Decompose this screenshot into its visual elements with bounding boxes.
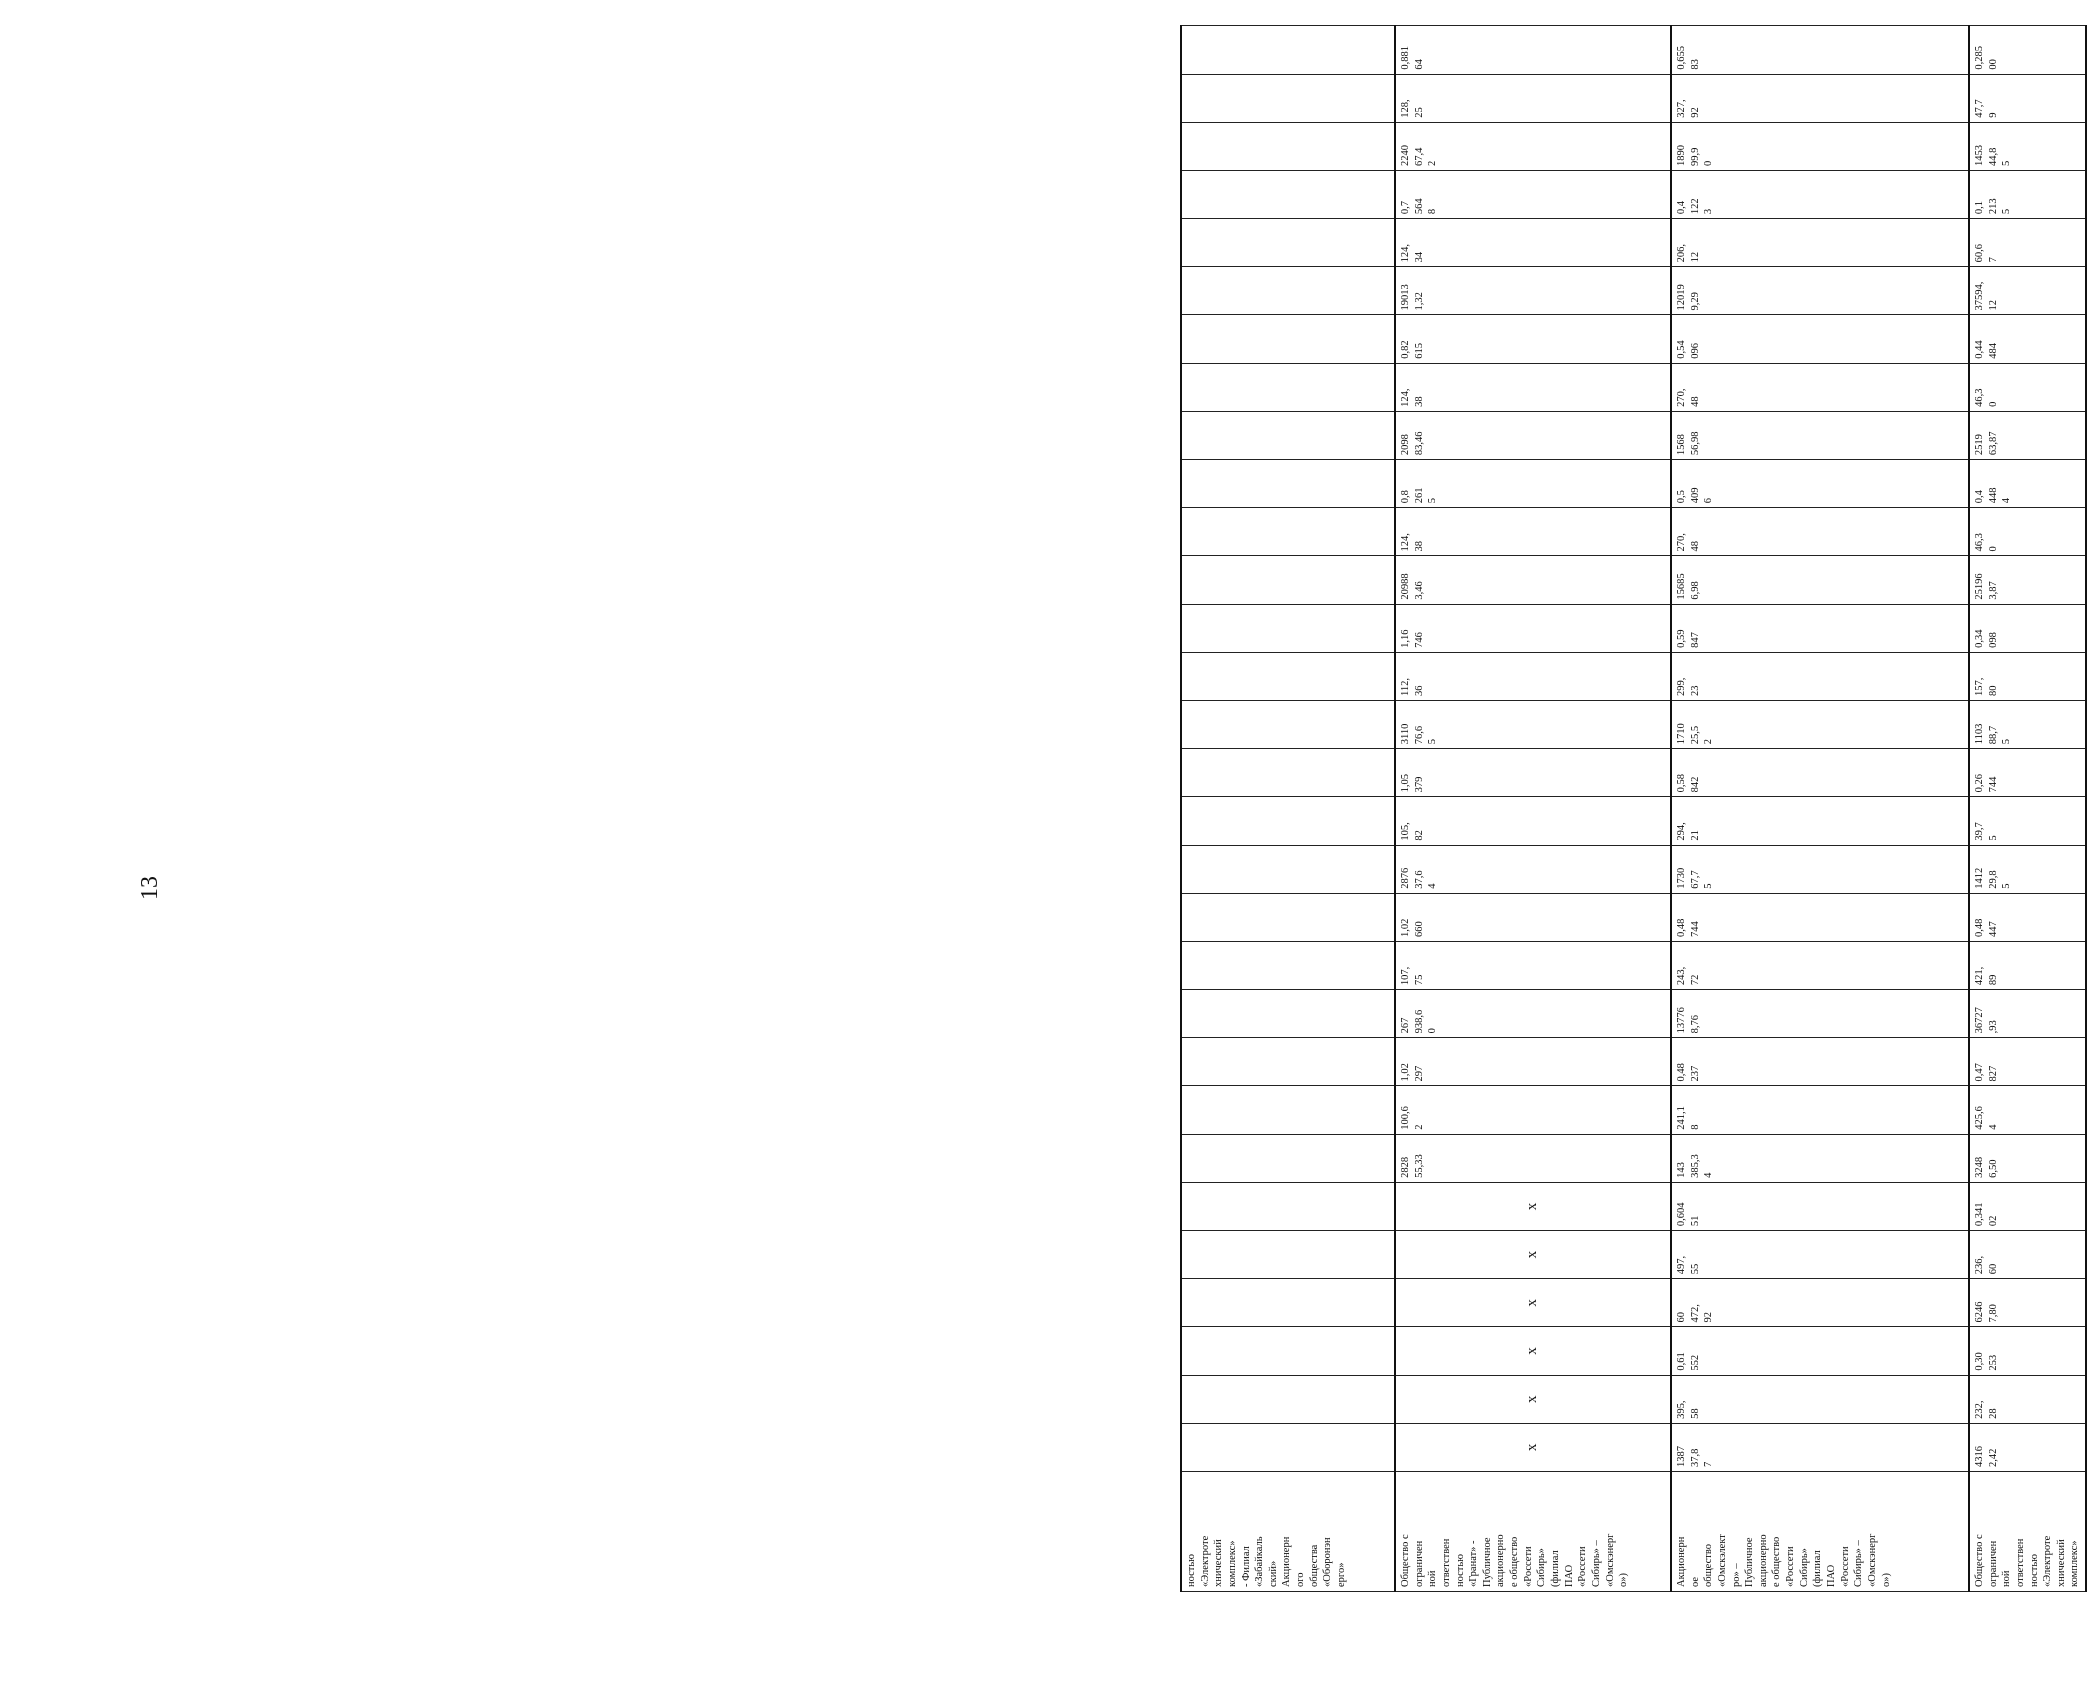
value-cell: 232, 28 <box>1969 1375 2086 1423</box>
value-cell <box>1181 845 1395 893</box>
value-cell: 1,05 379 <box>1395 749 1671 797</box>
value-cell: 0,4 122 3 <box>1671 170 1969 218</box>
value-cell: х <box>1395 1375 1671 1423</box>
value-cell: 2876 37,6 4 <box>1395 845 1671 893</box>
value-cell: х <box>1395 1231 1671 1279</box>
value-cell <box>1181 267 1395 315</box>
value-cell: 1412 29,8 5 <box>1969 845 2086 893</box>
tariff-table-body <box>1181 26 2086 1592</box>
value-cell <box>1181 941 1395 989</box>
value-cell: 1710 25,5 2 <box>1671 701 1969 749</box>
value-cell: 0,4 448 4 <box>1969 460 2086 508</box>
value-cell: 327, 92 <box>1671 74 1969 122</box>
value-cell: 0,47 827 <box>1969 1038 2086 1086</box>
value-cell: 36727 ,93 <box>1969 990 2086 1038</box>
value-cell <box>1181 1423 1395 1471</box>
value-cell <box>1181 1086 1395 1134</box>
value-cell: 124, 34 <box>1395 219 1671 267</box>
value-cell: 3110 76,6 5 <box>1395 701 1671 749</box>
value-cell: 0,48 447 <box>1969 893 2086 941</box>
organization-name-cell: ностью «Электроте хнический комплекс» - Филиал «Забайкаль ский» Акционерн ого общества «Оборонэн ерго» <box>1181 1472 1395 1592</box>
value-cell: 0,44 484 <box>1969 315 2086 363</box>
value-cell: 0,82 615 <box>1395 315 1671 363</box>
value-cell: 105, 82 <box>1395 797 1671 845</box>
value-cell <box>1181 652 1395 700</box>
value-cell <box>1181 990 1395 1038</box>
value-cell: х <box>1395 1327 1671 1375</box>
value-cell: 243, 72 <box>1671 941 1969 989</box>
value-cell: 1453 44,8 5 <box>1969 122 2086 170</box>
value-cell: 1,16 746 <box>1395 604 1671 652</box>
value-cell: 6246 7,80 <box>1969 1279 2086 1327</box>
value-cell: 47,7 9 <box>1969 74 2086 122</box>
value-cell: х <box>1395 1279 1671 1327</box>
value-cell: 421, 89 <box>1969 941 2086 989</box>
value-cell: 236, 60 <box>1969 1231 2086 1279</box>
value-cell: х <box>1395 1423 1671 1471</box>
organization-name-cell: Акционерн ое общество «Омскэлект ро» – Публичное акционерно е общество «Россети Сибирь» (филиал ПАО «Россети Сибирь» – «Омскэнерг о») <box>1671 1472 1969 1592</box>
value-cell: 20988 3,46 <box>1395 556 1671 604</box>
value-cell: 0,8 261 5 <box>1395 460 1671 508</box>
value-cell: 1,02 297 <box>1395 1038 1671 1086</box>
value-cell <box>1181 74 1395 122</box>
value-cell: 37594, 12 <box>1969 267 2086 315</box>
value-cell: 107, 75 <box>1395 941 1671 989</box>
value-cell: 128, 25 <box>1395 74 1671 122</box>
value-cell <box>1181 219 1395 267</box>
value-cell: 112, 36 <box>1395 652 1671 700</box>
value-cell <box>1181 170 1395 218</box>
value-cell: х <box>1395 1182 1671 1230</box>
value-cell: 4316 2,42 <box>1969 1423 2086 1471</box>
value-cell <box>1181 1279 1395 1327</box>
value-cell: 0,48 744 <box>1671 893 1969 941</box>
value-cell: 124, 38 <box>1395 508 1671 556</box>
organization-name-cell: Общество с ограничен ной ответствен ностью «Электроте хнический комплекс» <box>1969 1472 2086 1592</box>
value-cell: 15685 6,98 <box>1671 556 1969 604</box>
value-cell: 1,02 660 <box>1395 893 1671 941</box>
value-cell: 497, 55 <box>1671 1231 1969 1279</box>
value-cell <box>1181 363 1395 411</box>
rotated-table-container <box>1000 0 2081 1697</box>
value-cell: 2519 63,87 <box>1969 411 2086 459</box>
value-cell: 0,604 51 <box>1671 1182 1969 1230</box>
value-cell: 0,655 83 <box>1671 26 1969 75</box>
organization-name-cell: Общество с ограничен ной ответствен ностью «Гранат» - Публичное акционерно е общество «Россети Сибирь» (филиал ПАО «Россети Сибирь» – «Омскэнерг о») <box>1395 1472 1671 1592</box>
table-row <box>1181 26 1395 1592</box>
value-cell <box>1181 604 1395 652</box>
value-cell: 1890 99,9 0 <box>1671 122 1969 170</box>
value-cell: 299, 23 <box>1671 652 1969 700</box>
table-row <box>1671 26 1969 1592</box>
value-cell: 0,58 842 <box>1671 749 1969 797</box>
value-cell <box>1181 26 1395 75</box>
value-cell: 270, 48 <box>1671 508 1969 556</box>
value-cell: 60,6 7 <box>1969 219 2086 267</box>
value-cell: 267 938,6 0 <box>1395 990 1671 1038</box>
value-cell: 2240 67,4 2 <box>1395 122 1671 170</box>
value-cell: 13776 8,76 <box>1671 990 1969 1038</box>
value-cell: 0,48 237 <box>1671 1038 1969 1086</box>
value-cell: 0,26 744 <box>1969 749 2086 797</box>
tariff-table <box>1180 25 2087 1592</box>
value-cell <box>1181 411 1395 459</box>
value-cell: 0,7 564 8 <box>1395 170 1671 218</box>
value-cell <box>1181 1182 1395 1230</box>
value-cell <box>1181 749 1395 797</box>
value-cell <box>1181 1134 1395 1182</box>
value-cell <box>1181 1327 1395 1375</box>
value-cell: 1103 88,7 5 <box>1969 701 2086 749</box>
value-cell <box>1181 556 1395 604</box>
page-number: 13 <box>136 876 163 900</box>
value-cell: 25196 3,87 <box>1969 556 2086 604</box>
value-cell: 100,6 2 <box>1395 1086 1671 1134</box>
table-row <box>1969 26 2086 1592</box>
value-cell: 0,59 847 <box>1671 604 1969 652</box>
value-cell: 0,30 253 <box>1969 1327 2086 1375</box>
value-cell: 0,341 02 <box>1969 1182 2086 1230</box>
value-cell: 395, 58 <box>1671 1375 1969 1423</box>
value-cell: 0,5 409 6 <box>1671 460 1969 508</box>
value-cell: 0,285 00 <box>1969 26 2086 75</box>
value-cell: 143 385,3 4 <box>1671 1134 1969 1182</box>
value-cell: 0,1 213 5 <box>1969 170 2086 218</box>
value-cell: 241,1 8 <box>1671 1086 1969 1134</box>
value-cell: 0,34 098 <box>1969 604 2086 652</box>
value-cell: 2098 83,46 <box>1395 411 1671 459</box>
value-cell: 12019 9,29 <box>1671 267 1969 315</box>
value-cell: 39,7 5 <box>1969 797 2086 845</box>
value-cell: 1730 67,7 5 <box>1671 845 1969 893</box>
value-cell: 0,881 64 <box>1395 26 1671 75</box>
value-cell: 206, 12 <box>1671 219 1969 267</box>
value-cell: 2828 55,33 <box>1395 1134 1671 1182</box>
value-cell: 46,3 0 <box>1969 363 2086 411</box>
value-cell: 3248 6,50 <box>1969 1134 2086 1182</box>
value-cell: 294, 21 <box>1671 797 1969 845</box>
value-cell <box>1181 1231 1395 1279</box>
value-cell: 124, 38 <box>1395 363 1671 411</box>
value-cell: 0,54 096 <box>1671 315 1969 363</box>
value-cell: 425,6 4 <box>1969 1086 2086 1134</box>
value-cell <box>1181 1038 1395 1086</box>
table-row <box>1395 26 1671 1592</box>
value-cell: 19013 1,32 <box>1395 267 1671 315</box>
value-cell <box>1181 122 1395 170</box>
value-cell: 60 472, 92 <box>1671 1279 1969 1327</box>
value-cell: 270, 48 <box>1671 363 1969 411</box>
value-cell <box>1181 797 1395 845</box>
value-cell: 1568 56,98 <box>1671 411 1969 459</box>
value-cell <box>1181 893 1395 941</box>
value-cell: 0,61 552 <box>1671 1327 1969 1375</box>
value-cell <box>1181 701 1395 749</box>
value-cell: 46,3 0 <box>1969 508 2086 556</box>
value-cell <box>1181 508 1395 556</box>
value-cell: 157, 80 <box>1969 652 2086 700</box>
value-cell: 1387 37,8 7 <box>1671 1423 1969 1471</box>
value-cell <box>1181 1375 1395 1423</box>
value-cell <box>1181 460 1395 508</box>
value-cell <box>1181 315 1395 363</box>
